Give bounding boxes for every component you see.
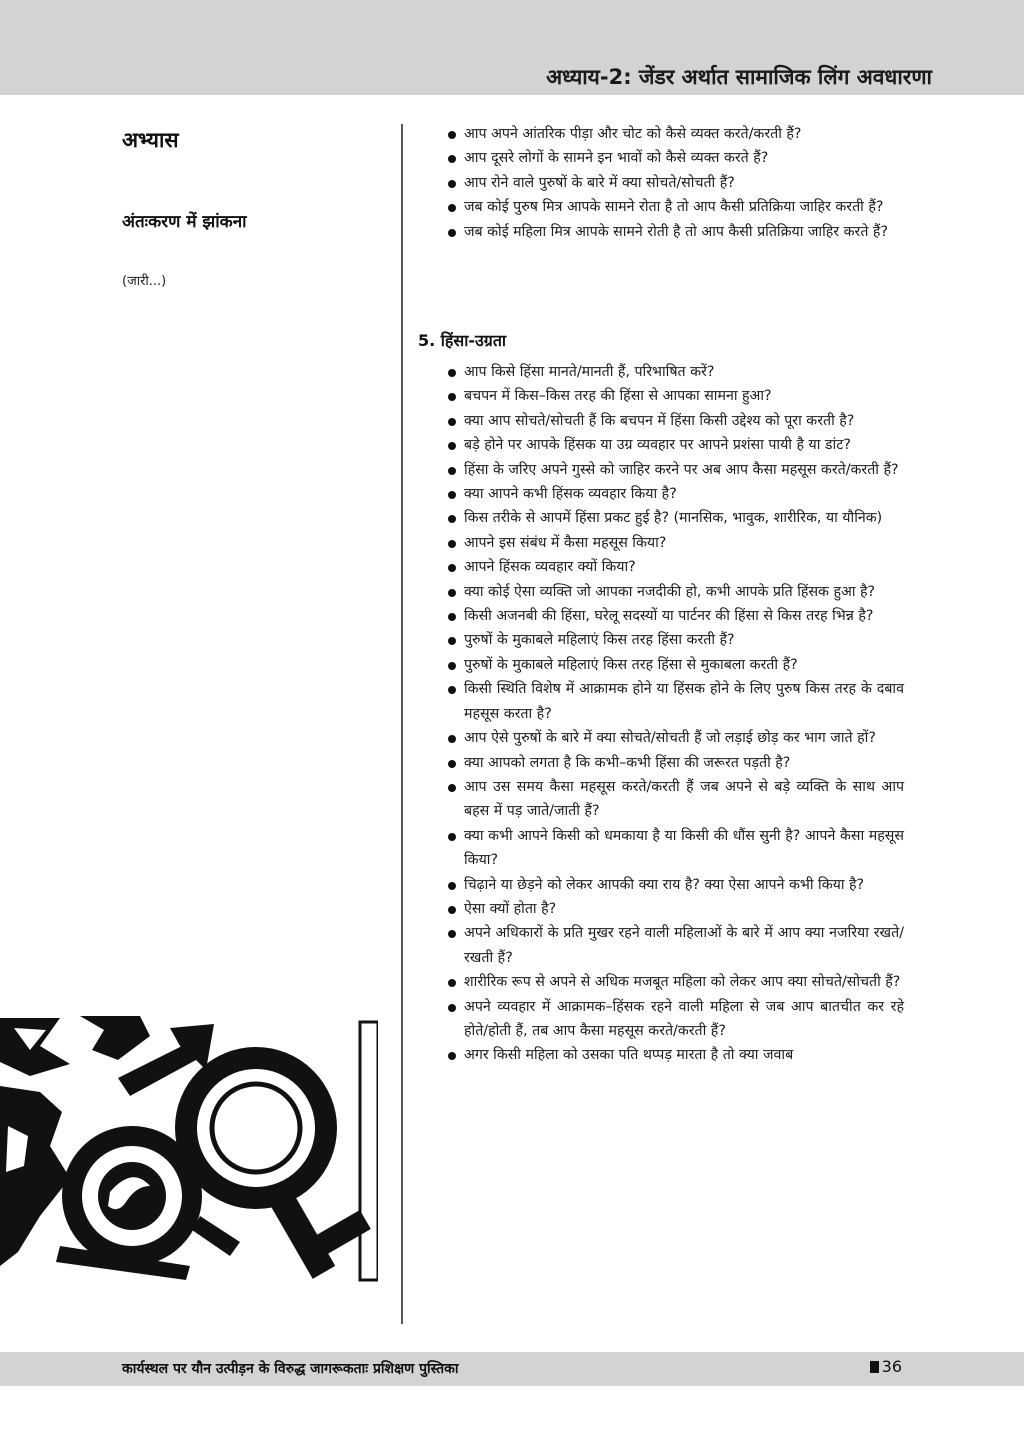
page-number (870, 1357, 902, 1376)
list-item: शारीरिक रूप से अपने से अधिक मजबूत महिला को लेकर आप क्या सोचते/सोचती हैं? (446, 970, 904, 994)
list-item: आप किसे हिंसा मानते/मानती हैं, परिभाषित करें? (446, 360, 904, 384)
square-bullet-icon (870, 1361, 879, 1373)
list-item: किसी अजनबी की हिंसा, घरेलू सदस्यों या पार्टनर की हिंसा से किस तरह भिन्न है? (446, 604, 904, 628)
question-list-violence (446, 360, 904, 1068)
list-item: अगर किसी महिला को उसका पति थप्पड़ मारता है तो क्या जवाब (446, 1043, 904, 1067)
list-item: अपने व्यवहार में आक्रामक–हिंसक रहने वाली महिला से जब आप बातचीत कर रहे होते/होती हैं, तब आप कैसा महसूस करते/करती हैं? (446, 995, 904, 1044)
list-item: आप उस समय कैसा महसूस करते/करती हैं जब अपने से बड़े व्यक्ति के साथ आप बहस में पड़ जाते/जाती हैं? (446, 775, 904, 824)
list-item: किसी स्थिति विशेष में आक्रामक होने या हिंसक होने के लिए पुरुष किस तरह के दबाव महसूस करता है? (446, 677, 904, 726)
continued-note: (जारी...) (122, 274, 167, 289)
list-item: क्या कोई ऐसा व्यक्ति जो आपका नजदीकी हो, कभी आपके प्रति हिंसक हुआ है? (446, 580, 904, 604)
list-item: जब कोई पुरुष मित्र आपके सामने रोता है तो आप कैसी प्रतिक्रिया जाहिर करती हैं? (446, 195, 904, 219)
exercise-heading: अभ्यास (122, 128, 179, 152)
list-item: पुरुषों के मुकाबले महिलाएं किस तरह हिंसा करती हैं? (446, 628, 904, 652)
footer-title: कार्यस्थल पर यौन उत्पीड़न के विरुद्ध जागरूकताः प्रशिक्षण पुस्तिका (122, 1361, 459, 1377)
list-item: क्या आप सोचते/सोचती हैं कि बचपन में हिंसा किसी उद्देश्य को पूरा करती है? (446, 409, 904, 433)
gender-symbols-illustration (0, 1016, 378, 1284)
section-title: 5. हिंसा-उग्रता (418, 331, 507, 350)
column-divider (401, 124, 403, 1324)
list-item: हिंसा के जरिए अपने गुस्से को जाहिर करने पर अब आप कैसा महसूस करते/करती हैं? (446, 458, 904, 482)
list-item: बड़े होने पर आपके हिंसक या उग्र व्यवहार पर आपने प्रशंसा पायी है या डांट? (446, 433, 904, 457)
list-item: पुरुषों के मुकाबले महिलाएं किस तरह हिंसा से मुकाबला करती हैं? (446, 653, 904, 677)
list-item: चिढ़ाने या छेड़ने को लेकर आपकी क्या राय है? क्या ऐसा आपने कभी किया है? (446, 873, 904, 897)
list-item: आप दूसरे लोगों के सामने इन भावों को कैसे व्यक्त करते हैं? (446, 146, 904, 170)
list-item: अपने अधिकारों के प्रति मुखर रहने वाली महिलाओं के बारे में आप क्या नजरिया रखते/रखती हैं? (446, 921, 904, 970)
list-item: जब कोई महिला मित्र आपके सामने रोती है तो आप कैसी प्रतिक्रिया जाहिर करते हैं? (446, 220, 904, 244)
list-item: क्या आपने कभी हिंसक व्यवहार किया है? (446, 482, 904, 506)
list-item: आप अपने आंतरिक पीड़ा और चोट को कैसे व्यक्त करते/करती हैं? (446, 122, 904, 146)
list-item: आपने इस संबंध में कैसा महसूस किया? (446, 531, 904, 555)
question-list-intro (446, 122, 904, 244)
list-item: आप रोने वाले पुरुषों के बारे में क्या सोचते/सोचती हैं? (446, 171, 904, 195)
list-item: आप ऐसे पुरुषों के बारे में क्या सोचते/सोचती हैं जो लड़ाई छोड़ कर भाग जाते हों? (446, 726, 904, 750)
list-item: बचपन में किस–किस तरह की हिंसा से आपका सामना हुआ? (446, 384, 904, 408)
list-item: क्या कभी आपने किसी को धमकाया है या किसी की धौंस सुनी है? आपने कैसा महसूस किया? (446, 824, 904, 873)
list-item: किस तरीके से आपमें हिंसा प्रकट हुई है? (मानसिक, भावुक, शारीरिक, या यौनिक) (446, 506, 904, 530)
list-item: क्या आपको लगता है कि कभी–कभी हिंसा की जरूरत पड़ती है? (446, 751, 904, 775)
exercise-subheading: अंतःकरण में झांकना (122, 212, 247, 232)
page-number-label: 36 (881, 1357, 902, 1376)
chapter-title: अध्याय-2: जेंडर अर्थात सामाजिक लिंग अवधारणा (546, 65, 932, 89)
list-item: ऐसा क्यों होता है? (446, 897, 904, 921)
list-item: आपने हिंसक व्यवहार क्यों किया? (446, 555, 904, 579)
